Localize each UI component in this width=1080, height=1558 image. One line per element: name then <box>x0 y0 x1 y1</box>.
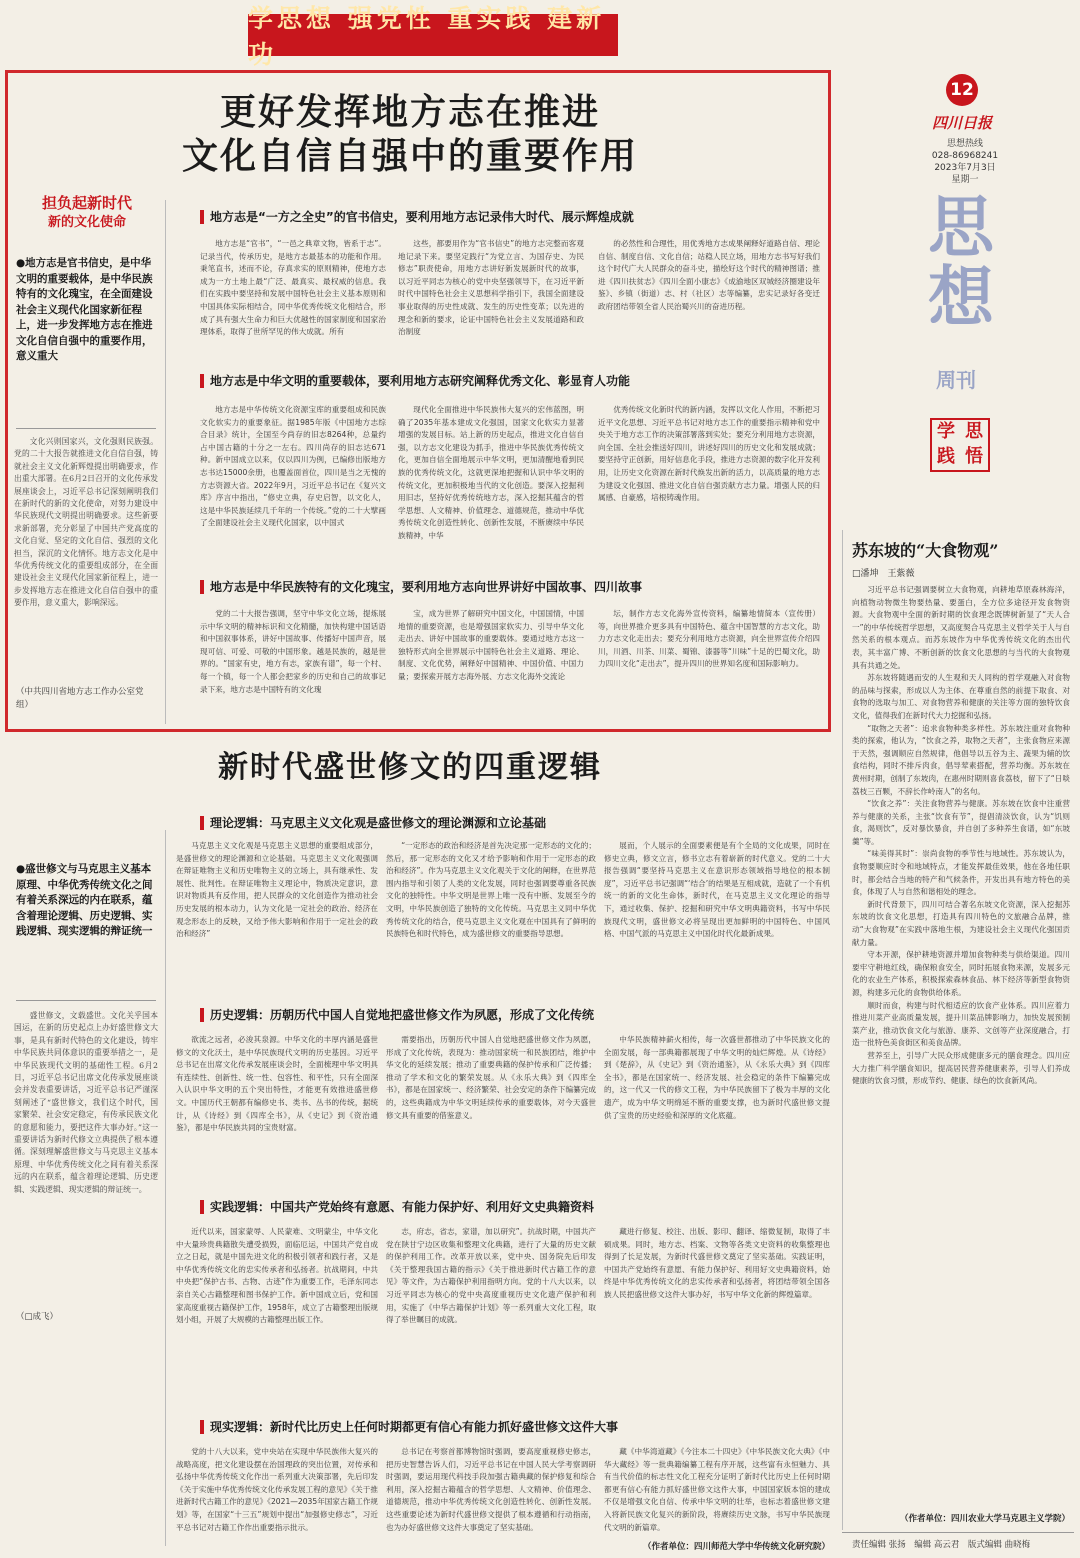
heading-marker <box>200 210 204 224</box>
heading-marker <box>200 374 204 388</box>
seal-char: 学 <box>937 421 955 442</box>
article1-title-line1: 更好发挥地方志在推进 <box>219 91 600 133</box>
divider <box>16 428 156 429</box>
article1-tag-line2: 新的文化使命 <box>47 215 126 230</box>
article1-title <box>100 90 720 178</box>
article2-section3-heading: 实践逻辑：中国共产党始终有意愿、有能力保护好、利用好文史典籍资料 <box>200 1198 820 1215</box>
paper-name-logo: 四川日报 <box>931 114 992 132</box>
article1-s1-col1: 地方志是“官书”，“一邑之典章文物，皆系于志”。记录当代，传承历史，是地方志最基本的功能和作用。秉笔直书，述而不论，存真求实的原则精神，使地方志成为一方土地上最“广泛、最真实、最权威的信息。我们在实践中要坚持和发展中国特色社会主义基本原则和中国具体实际相结合，同中华优秀传统文化相结合，形成了具有强大生命力和巨大优越性的国家制度和国家治理体系，取得了世所罕见的伟大成就。所有 <box>200 239 386 337</box>
sidebar-article-author: □潘坤 王紫薇 <box>852 569 915 579</box>
article1-lead: ●地方志是官书信史，是中华文明的重要载体，是中华民族特有的文化瑰宝，在全面建设社会主义现代化国家新征程上，进一步发挥地方志在推进文化自信自强中的重要作用，意义重大 <box>16 257 153 362</box>
article2-s4-col1: 党的十八大以来，党中央站在实现中华民族伟大复兴的战略高度，把文化建设摆在治国理政的突出位置，对传承和弘扬中华优秀传统文化作出一系列重大决策部署，先后印发《关于实施中华优秀传统文化传承发展工程的意见》《关于推进新时代古籍工作的意见》《2021—2035年国家古籍工作规划》等，在国家“十三五”规划中提出“加强修史修志”，习近平总书记对古籍工作作出重要指示批示。 <box>176 1447 378 1532</box>
article2-s1-col1: 马克思主义文化观是马克思主义思想的重要组成部分，是盛世修文的理论渊源和立论基础。马克思主义文化观强调在辩证唯物主义和历史唯物主义的立场上，具有继承性、发展性、批判性。在辩证唯物主义理论中，物质决定意识，意识对物质具有反作用，把人民群众的文化创造作为推动社会历史发展的根本动力，认为文化是一定社会的政治、经济在观念形态上的反映，又给予伟大影响和作用于一定社会的政治和经济” <box>176 841 378 939</box>
article1-s1-col2: 这些，都要用作为“官书信史”的地方志完整而客观地记录下来。要坚定践行“为党立言、为国存史、为民修志”职责使命，用地方志讲好新发展新时代的故事，以习近平同志为核心的党中央坚强领导下，在习近平新时代中国特色社会主义思想科学指引下，我国全面建设事业取得的历史性成就、发生的历史性变革；以先进的理念和新的要求，论证中国特色社会主义发展道路和政治制度 <box>398 239 584 337</box>
article2-s4-col3: 藏《中华湾道藏》《今注本二十四史》《中华民族文化大典》《中华大藏经》等一批典籍编纂工程有序开展，这些富有永恒魅力、具有当代价值的标志性文化工程充分证明了新时代比历史上任何时期都更有信心有能力抓好盛世修文这件大事，中国国家版本馆的建成不仅是增强文化自信、传承中华文明的壮举，也标志着盛世修文建入将新民族文化复兴的新阶段，将赓续历史文脉，书写中华民族现代文明的新篇章。 <box>604 1447 830 1532</box>
issue-weekday: 星期一 <box>951 175 979 185</box>
seal-char: 悟 <box>965 446 983 467</box>
article2-s2-col1: 欲流之远者，必浚其泉源。中华文化的丰厚内涵是盛世修文的文化沃土，是中华民族现代文明的历史基因。习近平总书记在出席文化传承发展座谈会时，全面梳理中华文明具有连续性、创新性、统一性、包容性、和平性，只有全面深入认识中华文明的五个突出特性，才能更有效推进盛世修文。中国历代王朝都有编修史书、类书、丛书的传统，据统计，从《诗经》到《四库全书》，从《史记》到《资治通鉴》，都是中华民族共同的宝贵财富。 <box>176 1035 378 1133</box>
article1-title-line2: 文化自信自强中的重要作用 <box>181 135 638 177</box>
column-title-si: 思 <box>928 188 994 266</box>
article1-byline: （中共四川省地方志工作办公室党组） <box>16 687 144 710</box>
article2-author-note: （作者单位：四川师范大学中华传统文化研究院） <box>642 1542 830 1552</box>
article1-s2-col3: 优秀传统文化新时代的新内涵，发挥以文化人作用，不断把习近平文化思想、习近平总书记对地方志工作的重要指示精神和党中央关于地方志工作的决策部署落到实处；要充分利用地方志资源，向全国、全社会推送好四川，讲述好四川的历史文化和发展成就；要坚持守正创新，用好信息化手段，推进方志资源的数字化开发利用，让历史文化资源在新时代焕发出新的活力，以高质量的地方志为建设文化强国、推进文化自信自强贡献方志力量。增强人民的归属感、自豪感，培根铸魂作用。 <box>598 405 820 503</box>
article1-side-text: 文化兴则国家兴，文化强则民族强。党的二十大报告就推进文化自信自强，铸就社会主义文化新辉煌提出明确要求，作出重大部署。在6月2日召开的文化传承发展座谈会上，习近平总书记深刻阐明我们在新时代的新的文化使命，对努力建设中华民族现代文明提出明确要求。这些新要求新部署，充分彰显了中国共产党高度的文化自觉、坚定的文化自信、强烈的文化担当，深沉的文化情怀。地方志文化是中华优秀传统文化的重要组成部分，在全面建设社会主义现代化国家新征程上，进一步发挥地方志在推进文化自信自强中的重要作用，意义重大，影响深远。 <box>14 437 158 608</box>
hotline-number: 028-86968241 <box>931 151 999 161</box>
article2-section2-heading: 历史逻辑：历朝历代中国人自觉地把盛世修文作为夙愿，形成了文化传统 <box>200 1006 820 1023</box>
divider <box>842 1532 1074 1533</box>
article1-section1-heading: 地方志是“一方之全史”的官书信史，要利用地方志记录伟大时代、展示辉煌成就 <box>200 208 820 225</box>
article1-section3-heading: 地方志是中华民族特有的文化瑰宝，要利用地方志向世界讲好中国故事、四川故事 <box>200 578 820 595</box>
sidebar-article-body: 习近平总书记强调要树立大食物观，向耕地草原森林海洋，向植物动物微生物要热量、要蛋白，全方位多途径开发食物资源。大食物观中全面的新时期的饮食理念既牌树新显了“天人合一”的中华传统哲学思想，又高度契合马克思主义哲学关于人与自然关系的根本观点。而苏东坡作为中华优秀传统文化的杰出代表，其丰富广博、不断创新的饮食文化思想的与当代的大食物观具有共通之处。 苏东坡将随遇而安的人生观和天人同构的哲学观融入对食物的品味与探索，形成以人为主体、在尊重自然的前提下取食、对食物的选取与加工、对食物营养和健康的关注等方面的独特饮食文化，值得我们在新时代大力挖掘和弘扬。 “取物之天者”：追求食物种类多样性。苏东坡注重对食物种类的探索，他认为，“饮食之养，取物之天者”，主张食物应来源于天然，强调顺应自然规律，他倡导以五谷为主、蔬果为辅的饮食结构，同时不排斥肉食，倡导荤素搭配，营养均衡。苏东坡在黄州时期，创制了东坡肉，在惠州时期则喜食荔枝，留下了“日啖荔枝三百颗，不辞长作岭南人”的名句。 “饮食之养”：关注食物营养与健康。苏东坡在饮食中注重营养与健康的关系，主张“饮食有节”，提倡清淡饮食，认为“饥则食，渴则饮”，反对暴饮暴食，并自创了多种养生食谱，如“东坡羹”等。 “味美得其时”：崇尚食物的季节性与地域性。苏东坡认为，食物要顺应时令和地域特点，才能发挥最佳效果，他在各地任职时，都会结合当地的特产和气候条件，开发出具有地方特色的美食，体现了人与自然和谐相处的理念。 新时代背景下，四川可结合著名东坡文化资源，深入挖掘苏东坡的饮食文化思想，打造具有四川特色的文旅融合品牌，推动“大食物观”在实践中落地生根，为建设社会主义现代化强国贡献力量。 守本开源，保护耕地资源并增加食物种类与供给渠道。四川要牢守耕地红线，确保粮食安全，同时拓展食物来源，发展多元化的农业生产体系，积极探索森林食品、林下经济等新型食物资源，构建多元化的食物供给体系。 顺时而食，构建与时代相适应的饮食产业体系。四川应着力推进川菜产业高质量发展，提升川菜品牌影响力，加快发展预制菜产业，推动饮食文化与旅游、康养、文创等产业深度融合，打造一批特色美食街区和美食品牌。 营养至上，引导广大民众形成健康多元的膳食理念。四川应大力推广科学膳食知识，提高居民营养健康素养，引导人们养成健康的饮食习惯，形成节约、健康、绿色的饮食新风尚。 <box>852 585 1070 1086</box>
article2-s3-col3: 藏进行修复、校注、出版、影印、翻译、缩微复制，取得了丰硕成果。同时，地方志、档案、文物等各类文史资料的收集整理也得到了长足发展，为新时代盛世修文奠定了坚实基础。实践证明，中国共产党始终有意愿、有能力保护好、利用好文史典籍资料，始终是中华优秀传统文化的忠实传承者和弘扬者，将团结带领全国各族人民把盛世修文这件大事办好，书写中华文化新的辉煌篇章。 <box>604 1227 830 1299</box>
seal-char: 思 <box>965 421 983 442</box>
article1-s3-col2: 宝，成为世界了解研究中国文化，中国国情，中国地情的重要资源，也是增强国家软实力、引导中华文化走出去、讲好中国故事的重要载体。要通过地方志这一独特形式向全世界展示中国特色社会主义道路、理论、制度、文化优势，阐释好中国精神、中国价值、中国力量；要探索开展方志海外展、方志文化海外交流论 <box>398 609 584 681</box>
article2-s3-col2: 志，府志，省志，家谱，加以研究”。抗战时期，中国共产党在陕甘宁边区收集和整理文化典籍，进行了大量的历史文献的保护利用工作。改革开放以来，党中央、国务院先后印发《关于整理我国古籍的指示》《关于推进新时代古籍工作的意见》等文件，为古籍保护利用指明方向。党的十八大以来，以习近平同志为核心的党中央高度重视历史文化遗产保护和利用，实施了《中华古籍保护计划》等一系列重大文化工程，取得了举世瞩目的成就。 <box>386 1227 596 1325</box>
hotline-label: 思想热线 <box>946 139 983 149</box>
article1-s2-col2: 现代化全面推进中华民族伟大复兴的宏伟蓝图，明确了2035年基本建成文化强国，国家文化软实力显著增强的发展目标。站上新的历史起点，推进文化自信自强，以方志文化建设为抓手，推进中华民族优秀传统文化，更加自信全面地展示中华文明，更加清醒地看到民族的优秀传统文化，这就更深地把握和认识中华文明的传统文化，更加积极地当代的文化创造。要深入挖掘利用旧志，坚持好优秀传统地方志，深入挖掘其蕴含的哲学思想、人文精神、价值理念、道德规范，推动中华优秀传统文化创造性转化、创新性发展，不断赓续中华民族精神，中华 <box>398 405 584 540</box>
article2-s1-col2: “一定形态的政治和经济是首先决定那一定形态的文化的；然后，那一定形态的文化又才给予影响和作用于一定形态的政治和经济”。作为马克思主义文化观关于文化的阐释，在世界范围内指导和引领了人类的文化发展，同时也强调要尊重各民族文化的独特性。中华文明是世界上唯一没有中断、发展至今的文明，中华民族创造了独特的文化传统。马克思主义同中华优秀传统文化的结合，使马克思主义文化观在中国具有了鲜明的民族特色和时代特色，成为盛世修文的重要指导思想。 <box>386 841 596 939</box>
seal-stamp <box>930 418 990 472</box>
seal-char: 践 <box>937 446 955 467</box>
article1-s1-col3: 的必然性和合理性，用优秀地方志成果阐释好道路自信、理论自信、制度自信、文化自信；站稳人民立场，用地方志书写好我们这个时代广大人民群众的奋斗史，描绘好这个时代的精神图谱；推进《四川扶贫志》《四川全面小康志》《成渝地区双城经济圈建设年鉴》、乡镇（街道）志、村（社区）志等编纂，忠实记录好各变迁政府团结带领全省人民治蜀兴川的奋进历程。 <box>598 239 820 311</box>
heading-marker <box>200 1008 204 1022</box>
divider <box>16 1000 156 1001</box>
article2-byline: （□成飞） <box>16 1312 59 1322</box>
heading-marker <box>200 580 204 594</box>
footer-editors: 责任编辑 张扬 编辑 高云君 版式编辑 曲晓梅 <box>852 1540 1031 1550</box>
article1-tag-line1: 担负起新时代 <box>41 194 132 212</box>
article2-side-text: 盛世修文，文载盛世。文化关乎国本国运，在新的历史起点上办好盛世修文大事，是具有新时代特色的文化建设，铸牢中华民族共同体意识的重要举措之一，是中华民族现代文明的基础性工程。6月2日，习近平总书记出席文化传承发展座谈会并发表重要讲话，习近平总书记严谨深刻阐述了“盛世修文，我们这个时代，国家繁荣、社会安定稳定，有传承民族文化的意愿和能力，要把这件大事办好。”这一重要讲话为新时代修文立典提供了根本遵循。深刻理解盛世修文与马克思主义基本原理、中华优秀传统文化之间有着关系深远的内在联系，蕴含着理论逻辑、历史逻辑、实践逻辑、现实逻辑的辩证统一。 <box>14 1011 158 1194</box>
article2-s1-col3: 展而，个人展示的全面要素便是有个全局的文化成果，同时在修史立典，修文立言，修书立志有着崭新的时代意义。党的二十大报告强调“要坚持马克思主义在意识形态领域指导地位的根本制度”，习近平总书记强调“‘结合’的结果是互相成就，造就了一个有机统一的新的文化生命体，新时代，在马克思主义文化理论的指导下，通过收集、保护、挖掘和研究中华文明典籍资料，书写中华民族现代文明，盛世修文必将呈现出更加鲜明的中国特色、中国风格、中国气派的马克思主义中国化时代化最新成果。 <box>604 841 830 939</box>
heading-marker <box>200 816 204 830</box>
article1-section2-heading: 地方志是中华文明的重要载体，要利用地方志研究阐释优秀文化、彰显育人功能 <box>200 372 820 389</box>
article2-section4-heading: 现实逻辑：新时代比历史上任何时期都更有信心有能力抓好盛世修文这件大事 <box>200 1418 820 1435</box>
sidebar-article-author-note: （作者单位：四川农业大学马克思主义学院） <box>899 1514 1070 1524</box>
article2-title: 新时代盛世修文的四重逻辑 <box>218 750 602 785</box>
sidebar-article-title: 苏东坡的“大食物观” <box>852 541 999 560</box>
heading-marker <box>200 1420 204 1434</box>
divider <box>842 530 843 1530</box>
article1-s3-col3: 坛，制作方志文化海外宣传资料，编纂地情简本（宣传册）等，向世界推介更多具有中国特色、蕴含中国智慧的方志文化，助力方志文化走出去；要充分利用地方志资源，向全世界宣传介绍四川，川酒、川茶、川菜、蜀锦、漆器等“川味”十足的巴蜀文化，助力四川文化“走出去”，提升四川的世界知名度和国际影响力。 <box>598 609 820 669</box>
page-number-badge: 12 <box>946 74 978 106</box>
heading-marker <box>200 1200 204 1214</box>
article2-s3-col1: 近代以来，国家蒙辱、人民蒙难、文明蒙尘，中华文化中大量珍贵典籍散失遭受损毁，面临厄运，中国共产党自成立之日起，就是中国先进文化的积极引领者和践行者，又是中华优秀传统文化的忠实传承者和弘扬者。抗战期间，中共中央把“保护古书、古物、古迹”作为重要工作，毛泽东同志亲自关心古籍整理和图书保护工作。新中国成立后，党和国家高度重视古籍保护工作，1958年，成立了古籍整理出版规划小组，开展了大规模的古籍整理出版工作。 <box>176 1227 378 1325</box>
article2-s2-col2: 需要指出，历朝历代中国人自觉地把盛世修文作为夙愿，形成了文化传统，表现为：推动国家统一和民族团结，维护中华文化的延续发展；推动了重要典籍的保护传承和广泛传播；推动了学术和文化的繁荣发展。从《永乐大典》到《四库全书》，都是在国家统一、经济繁荣、社会安定的条件下编纂完成的，这些典籍成为中华文明延续传承的重要载体，对今天盛世修文具有重要的借鉴意义。 <box>386 1035 596 1120</box>
article2-s4-col2: 总书记在考察首都博物馆时强调，要高度重视修史修志，把历史智慧告诉人们，习近平总书记在中国人民大学考察调研时强调，要运用现代科技手段加强古籍典藏的保护修复和综合利用，深入挖掘古籍蕴含的哲学思想、人文精神、价值理念、道德规范，推动中华优秀传统文化创造性转化、创新性发展。这些重要论述为新时代盛世修文提供了根本遵循和行动指南，也为办好盛世修文这件大事奠定了坚实基础。 <box>386 1447 596 1532</box>
column-title-xiang: 想 <box>928 258 994 336</box>
divider <box>165 830 166 1546</box>
column-subtitle: 周刊 <box>936 368 976 392</box>
article2-s2-col3: 中华民族精神薪火相传，每一次盛世都推动了中华民族文化的全面发展，每一部典籍都展现了中华文明的灿烂辉煌。从《诗经》到《楚辞》，从《史记》到《资治通鉴》，从《永乐大典》到《四库全书》，都是在国家统一、经济发展、社会稳定的条件下编纂完成的，这一代又一代的修文工程，为中华民族留下了极为丰厚的文化遗产，成为中华文明绵延不断的重要支撑，也为新时代盛世修文提供了宝贵的历史经验和深厚的文化底蕴。 <box>604 1035 830 1120</box>
issue-date: 2023年7月3日 <box>934 163 996 173</box>
theme-banner: 学思想 强党性 重实践 建新功 <box>248 14 618 56</box>
divider <box>165 200 166 724</box>
article2-lead: ●盛世修文与马克思主义基本原理、中华优秀传统文化之间有着关系深远的内在联系，蕴含着理论逻辑、历史逻辑、实践逻辑、现实逻辑的辩证统一 <box>16 863 153 937</box>
article1-s3-col1: 党的二十大报告强调，坚守中华文化立场，提炼展示中华文明的精神标识和文化精髓，加快构建中国话语和中国叙事体系，讲好中国故事、传播好中国声音，展现可信、可爱、可敬的中国形象。越是民族的，越是世界的。“国家有史，地方有志，家族有谱”，每一个村、每一个镇，每一个人都会把家乡的历史和自己的故事记录下来，地方志是中国特有的文化瑰 <box>200 609 386 694</box>
article1-s2-col1: 地方志是中华传统文化资源宝库的重要组成和民族文化软实力的重要象征。据1985年版《中国地方志综合目录》统计，全国至今尚存的旧志8264种，总量约占中国古籍的十分之一左右。四川尚存的旧志达671种。新中国成立以来，仅以四川为例，已编修出版地方志书达15000余册，也覆盖面首位，四川是当之无愧的方志资源大省。2022年9月，习近平总书记在《复兴文库》序言中指出，“修史立典，存史启智，以文化人，这是中华民族延续几千年的一个传统。”党的二十大擘画了全面建设社会主义现代化国家，以中国式 <box>200 405 386 528</box>
article2-section1-heading: 理论逻辑：马克思主义文化观是盛世修文的理论渊源和立论基础 <box>200 814 820 831</box>
